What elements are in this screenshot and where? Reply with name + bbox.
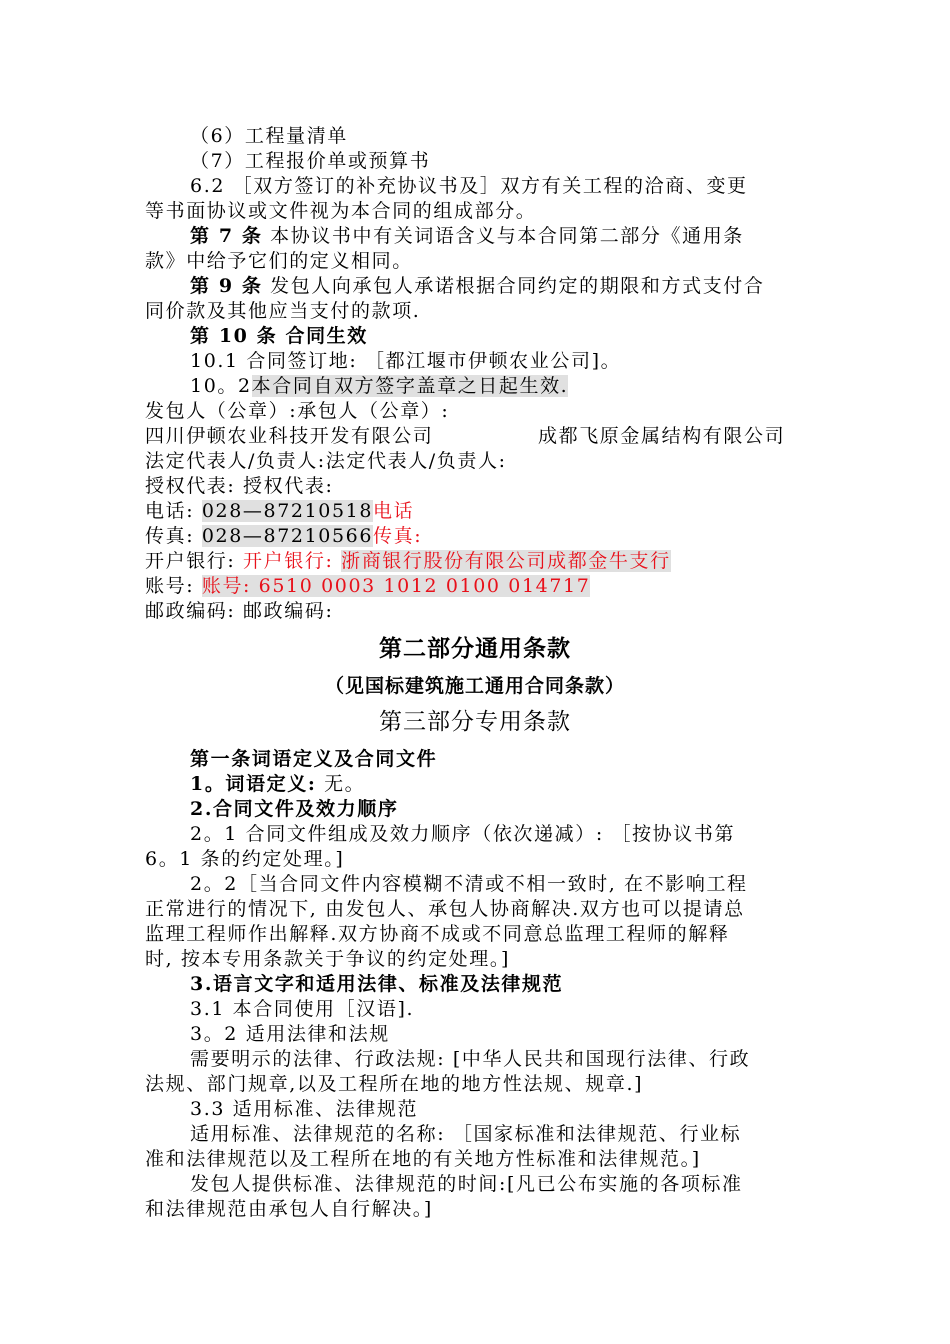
clause-2-2-cont-2: 监理工程师作出解释.双方协商不成或不同意总监理工程师的解释 — [145, 923, 730, 945]
clause-10-2 — [190, 374, 810, 399]
article-7-cont: 款》中给予它们的定义相同。 — [145, 250, 413, 272]
section-1-label: 1。词语定义: — [190, 773, 317, 795]
bank-line — [145, 549, 810, 574]
fax-label: 传真: — [145, 525, 202, 547]
clause-2-1-cont: 6。1 条的约定处理。] — [145, 848, 345, 870]
bank-name: 浙商银行股份有限公司成都金牛支行 — [341, 550, 671, 572]
section-2-title: 2.合同文件及效力顺序 — [190, 798, 399, 820]
fax-label-red: 传真: — [373, 525, 423, 547]
signature-parties: 发包人（公章）:承包人（公章）: — [145, 400, 450, 422]
contractor-name: 成都飞原金属结构有限公司 — [538, 425, 786, 447]
clause-2-2-cont-3: 时, 按本专用条款关于争议的约定处理。] — [145, 948, 510, 970]
fax-value: 028—87210566 — [201, 525, 374, 547]
article-9-cont: 同价款及其他应当支付的款项. — [145, 300, 421, 322]
employer-name: 四川伊顿农业科技开发有限公司 — [145, 425, 434, 447]
clause-3-1: 3.1 本合同使用［汉语]. — [190, 998, 415, 1020]
article-9-label: 第 9 条 — [190, 275, 263, 297]
list-item-7: （7）工程报价单或预算书 — [190, 150, 431, 172]
article-1-title: 第一条词语定义及合同文件 — [190, 748, 438, 770]
legal-representative: 法定代表人/负责人:法定代表人/负责人: — [145, 450, 507, 472]
part-2-subtitle: （见国标建筑施工通用合同条款） — [324, 675, 625, 697]
clause-3-3-text-cont: 准和法律规范以及工程所在地的有关地方性标准和法律规范。] — [145, 1148, 701, 1170]
article-7-text: 本协议书中有关词语含义与本合同第二部分《通用条 — [262, 225, 744, 247]
clause-3-3-text: 适用标准、法律规范的名称: ［国家标准和法律规范、行业标 — [190, 1123, 742, 1145]
postal-code-line: 邮政编码: 邮政编码: — [145, 600, 334, 622]
clause-10-2-text: 本合同自双方签字盖章之日起生效. — [251, 375, 569, 397]
clause-3-3: 3.3 适用标准、法律规范 — [190, 1098, 419, 1120]
account-line — [145, 574, 810, 599]
fax-line — [145, 524, 810, 549]
account-number: 账号: 6510 0003 1012 0100 014717 — [201, 575, 591, 597]
phone-label: 电话: — [145, 500, 202, 522]
clause-2-1: 2。1 合同文件组成及效力顺序（依次递减）: ［按协议书第 — [190, 823, 736, 845]
bank-label: 开户银行: — [145, 550, 244, 572]
section-1-text: 无。 — [316, 773, 366, 795]
clause-3-2-text: 需要明示的法律、行政法规: [中华人民共和国现行法律、行政 — [190, 1048, 751, 1070]
article-7 — [190, 224, 810, 249]
section-3-title: 3.语言文字和适用法律、标准及法律规范 — [190, 973, 564, 995]
article-7-label: 第 7 条 — [190, 225, 263, 247]
phone-line — [145, 499, 810, 524]
clause-6-2-cont: 等书面协议或文件视为本合同的组成部分。 — [145, 200, 537, 222]
clause-3-3-time-cont: 和法律规范由承包人自行解决。] — [145, 1198, 433, 1220]
clause-3-2: 3。2 适用法律和法规 — [190, 1023, 390, 1045]
clause-2-2-cont-1: 正常进行的情况下, 由发包人、承包人协商解决.双方也可以提请总 — [145, 898, 745, 920]
phone-label-red: 电话 — [373, 500, 415, 522]
article-10-title: 第 10 条 合同生效 — [190, 325, 368, 347]
article-9 — [190, 274, 810, 299]
list-item-6: （6）工程量清单 — [190, 125, 348, 147]
clause-3-2-text-cont: 法规、部门规章,以及工程所在地的地方性法规、规章.] — [145, 1073, 644, 1095]
clause-2-2: 2。2［当合同文件内容模糊不清或不相一致时, 在不影响工程 — [190, 873, 748, 895]
article-9-text: 发包人向承包人承诺根据合同约定的期限和方式支付合 — [262, 275, 765, 297]
clause-10-2-number: 10。2 — [190, 375, 252, 397]
authorized-representative: 授权代表: 授权代表: — [145, 475, 334, 497]
part-3-title: 第三部分专用条款 — [379, 709, 571, 735]
section-1 — [190, 772, 810, 797]
part-2-title: 第二部分通用条款 — [379, 636, 571, 662]
bank-label-red: 开户银行: — [243, 550, 342, 572]
account-label: 账号: — [145, 575, 202, 597]
clause-6-2: 6.2 ［双方签订的补充协议书及］双方有关工程的洽商、变更 — [190, 175, 748, 197]
clause-3-3-time: 发包人提供标准、法律规范的时间:[凡已公布实施的各项标准 — [190, 1173, 743, 1195]
clause-10-1: 10.1 合同签订地: ［都江堰市伊顿农业公司]。 — [190, 350, 622, 372]
phone-value: 028—87210518 — [201, 500, 374, 522]
signature-companies — [145, 424, 810, 449]
